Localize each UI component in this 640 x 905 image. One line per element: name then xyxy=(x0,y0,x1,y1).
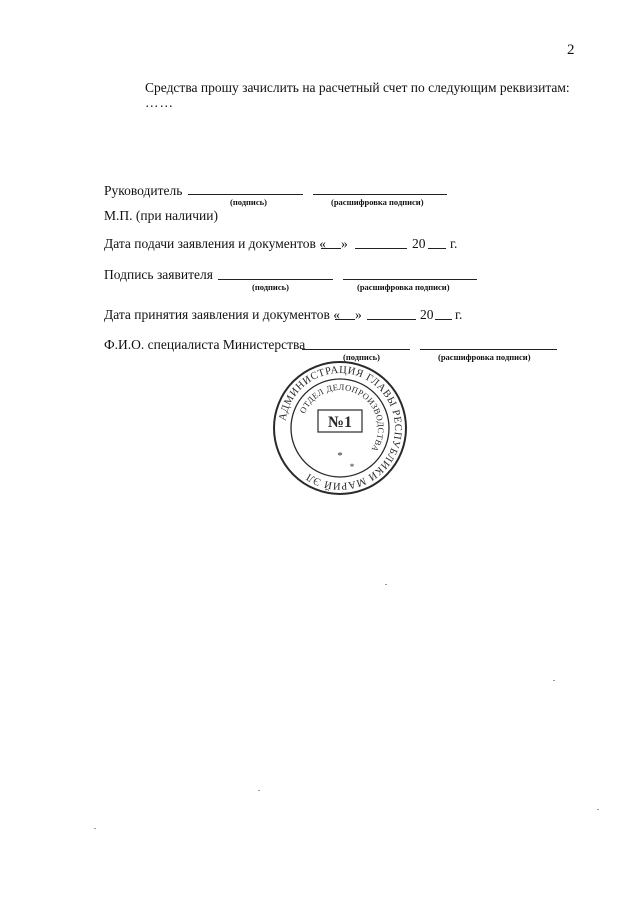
applicant-decoding-caption: (расшифровка подписи) xyxy=(357,282,450,292)
stamp-star-inner: * xyxy=(337,450,343,462)
scan-speck xyxy=(597,809,599,810)
specialist-signature-line xyxy=(302,349,410,350)
applicant-decoding-line xyxy=(343,279,477,280)
scan-speck xyxy=(94,828,96,829)
specialist-decoding-caption: (расшифровка подписи) xyxy=(438,352,531,362)
acceptance-month-line xyxy=(367,319,416,320)
requisites-placeholder: …… xyxy=(145,95,174,110)
scan-speck xyxy=(385,584,387,585)
submission-quote-close: » xyxy=(341,236,348,251)
acceptance-quote-close: » xyxy=(355,307,362,322)
transfer-request-text: Средства прошу зачислить на расчетный счет по следующим реквизитам: xyxy=(145,80,570,95)
acceptance-year-line xyxy=(435,319,452,320)
specialist-label: Ф.И.О. специалиста Министерства xyxy=(104,337,306,352)
submission-year-line xyxy=(428,248,446,249)
specialist-decoding-line xyxy=(420,349,557,350)
seal-label: М.П. (при наличии) xyxy=(104,208,218,223)
stamp-outer-text: АДМИНИСТРАЦИЯ ГЛАВЫ РЕСПУБЛИКИ МАРИЙ ЭЛ xyxy=(277,364,404,492)
applicant-signature-line xyxy=(218,279,333,280)
submission-date-prefix: Дата подачи заявления и документов « xyxy=(104,236,326,251)
scan-speck xyxy=(258,790,260,791)
submission-year-prefix: 20 xyxy=(412,236,426,251)
acceptance-year-prefix: 20 xyxy=(420,307,434,322)
submission-day-line xyxy=(321,248,341,249)
stamp-inner-text: ОТДЕЛ ДЕЛОПРОИЗВОДСТВА xyxy=(297,381,387,454)
head-signature-line xyxy=(188,194,303,195)
page-number: 2 xyxy=(567,42,575,58)
acceptance-date-prefix: Дата принятия заявления и документов « xyxy=(104,307,341,322)
submission-month-line xyxy=(355,248,407,249)
acceptance-day-line xyxy=(335,319,355,320)
stamp-number: №1 xyxy=(327,414,353,431)
head-signature-caption: (подпись) xyxy=(230,197,267,207)
head-decoding-line xyxy=(313,194,447,195)
applicant-label: Подпись заявителя xyxy=(104,267,213,282)
official-stamp xyxy=(270,358,410,498)
acceptance-year-suffix: г. xyxy=(455,307,463,322)
head-label: Руководитель xyxy=(104,183,183,198)
stamp-star-outer: * xyxy=(349,462,355,472)
applicant-signature-caption: (подпись) xyxy=(252,282,289,292)
scan-speck xyxy=(553,680,555,681)
submission-year-suffix: г. xyxy=(450,236,458,251)
specialist-signature-caption: (подпись) xyxy=(343,352,380,362)
head-decoding-caption: (расшифровка подписи) xyxy=(331,197,424,207)
